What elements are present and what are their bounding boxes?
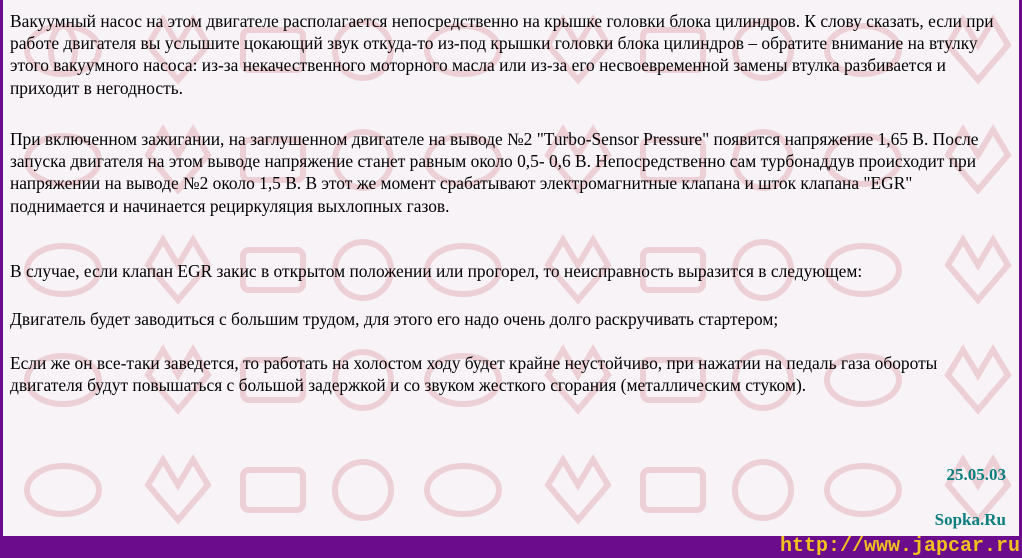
- article-paragraph: Вакуумный насос на этом двигателе располагается непосредственно на крышке головки блока цилиндров. К слову сказать, если при работе двигателя вы услышите цокающий звук откуда-то из-под крышки головки блока цилиндров – обратите внимание на втулку этого вакуумного насоса: из-за некачественного моторного масла или из-за его несвоевременной замены втулка разбивается и приходит в негодность.: [10, 11, 994, 98]
- article-paragraph: В случае, если клапан EGR закис в открытом положении или прогорел, то неисправность выразится в следующем:: [10, 261, 863, 281]
- footer-site-link[interactable]: http://www.japcar.ru: [779, 535, 1020, 558]
- source-signature: Sopka.Ru: [934, 510, 1006, 529]
- footer-bar: [0, 536, 1022, 558]
- article-paragraph: Если же он все-таки заведется, то работать на холостом ходу будет крайне неустойчиво, при нажатии на педаль газа обороты двигателя будут повышаться с большой задержкой и со звуком жесткого сгорания (металлическим стуком).: [10, 353, 938, 396]
- publication-date: 25.05.03: [946, 465, 1006, 484]
- article-paragraph: Двигатель будет заводиться с большим трудом, для этого его надо очень долго раскручивать стартером;: [10, 309, 779, 329]
- article-paragraph: При включенном зажигании, на заглушенном двигателе на выводе №2 "Turbo-Sensor Pressure" появится напряжение 1,65 В. После запуска двигателя на этом выводе напряжение станет равным около 0,5- 0,6 В. Непосредственно сам турбонаддув происходит при напряжении на выводе №2 около 1,5 В. В этот же момент срабатывают электромагнитные клапана и шток клапана "EGR" поднимается и начинается рециркуляция выхлопных газов.: [10, 129, 979, 216]
